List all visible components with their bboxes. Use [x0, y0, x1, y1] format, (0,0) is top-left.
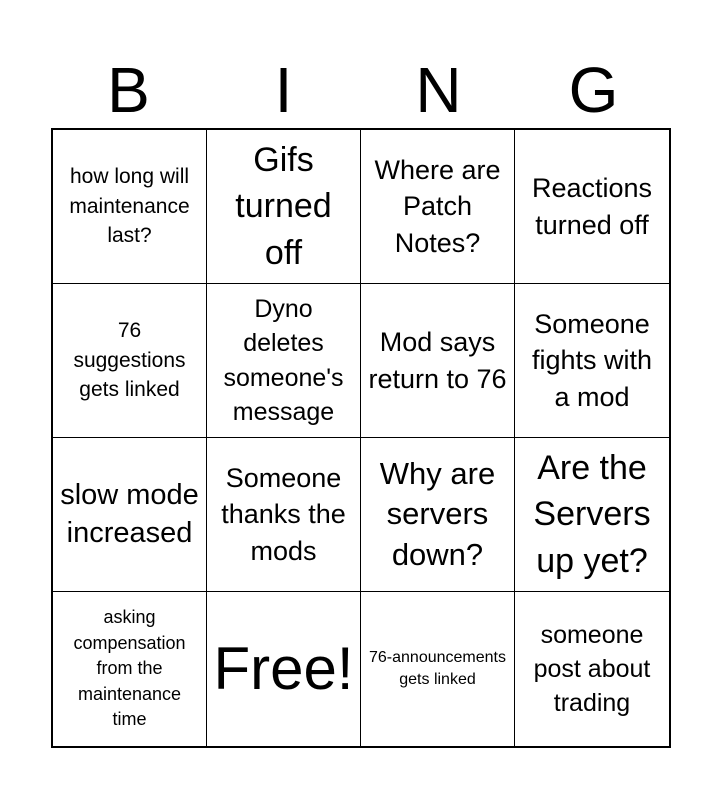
bingo-cell[interactable]: [515, 284, 669, 438]
bingo-cell[interactable]: [207, 130, 361, 284]
bingo-cell[interactable]: [207, 284, 361, 438]
header-letter-b: B: [107, 54, 150, 126]
bingo-header: [51, 52, 671, 128]
bingo-cell-text: 76-announcements gets linked: [369, 648, 506, 688]
bingo-cell[interactable]: [361, 284, 515, 438]
bingo-cell[interactable]: [515, 130, 669, 284]
bingo-cell[interactable]: [361, 130, 515, 284]
bingo-board: [51, 128, 671, 748]
bingo-cell[interactable]: [361, 438, 515, 592]
bingo-cell-text: asking compensation from the maintenance time: [73, 607, 186, 730]
bingo-cell-text: Are the Servers up yet?: [533, 449, 651, 580]
header-letter-n: N: [415, 54, 462, 126]
bingo-cell-text: Where are Patch Notes?: [374, 154, 501, 258]
bingo-cell[interactable]: [207, 592, 361, 746]
bingo-cell-text: Gifs turned off: [235, 141, 332, 272]
bingo-cell[interactable]: [53, 284, 207, 438]
bingo-cell[interactable]: [53, 438, 207, 592]
bingo-cell[interactable]: [207, 438, 361, 592]
bingo-cell-text: Why are servers down?: [379, 456, 496, 572]
bingo-cell-text: Someone thanks the mods: [221, 462, 346, 566]
bingo-cell-text: Dyno deletes someone's message: [223, 294, 344, 426]
bingo-cell[interactable]: [515, 592, 669, 746]
bingo-cell-text: someone post about trading: [533, 621, 651, 717]
bingo-cell[interactable]: [53, 130, 207, 284]
bingo-cell-text: 76 suggestions gets linked: [73, 319, 186, 402]
bingo-cell[interactable]: [515, 438, 669, 592]
bingo-cell[interactable]: [53, 592, 207, 746]
bingo-cell[interactable]: [361, 592, 515, 746]
bingo-cell-text: Reactions turned off: [531, 173, 653, 240]
bingo-cell-text: Free!: [213, 635, 354, 702]
bingo-cell-text: how long will maintenance last?: [69, 165, 190, 248]
bingo-cell-text: Mod says return to 76: [368, 327, 507, 394]
header-letter-i: I: [274, 54, 293, 126]
header-letter-g: G: [568, 54, 619, 126]
bingo-cell-text: Someone fights with a mod: [531, 308, 653, 412]
bingo-cell-text: slow mode increased: [60, 478, 199, 549]
